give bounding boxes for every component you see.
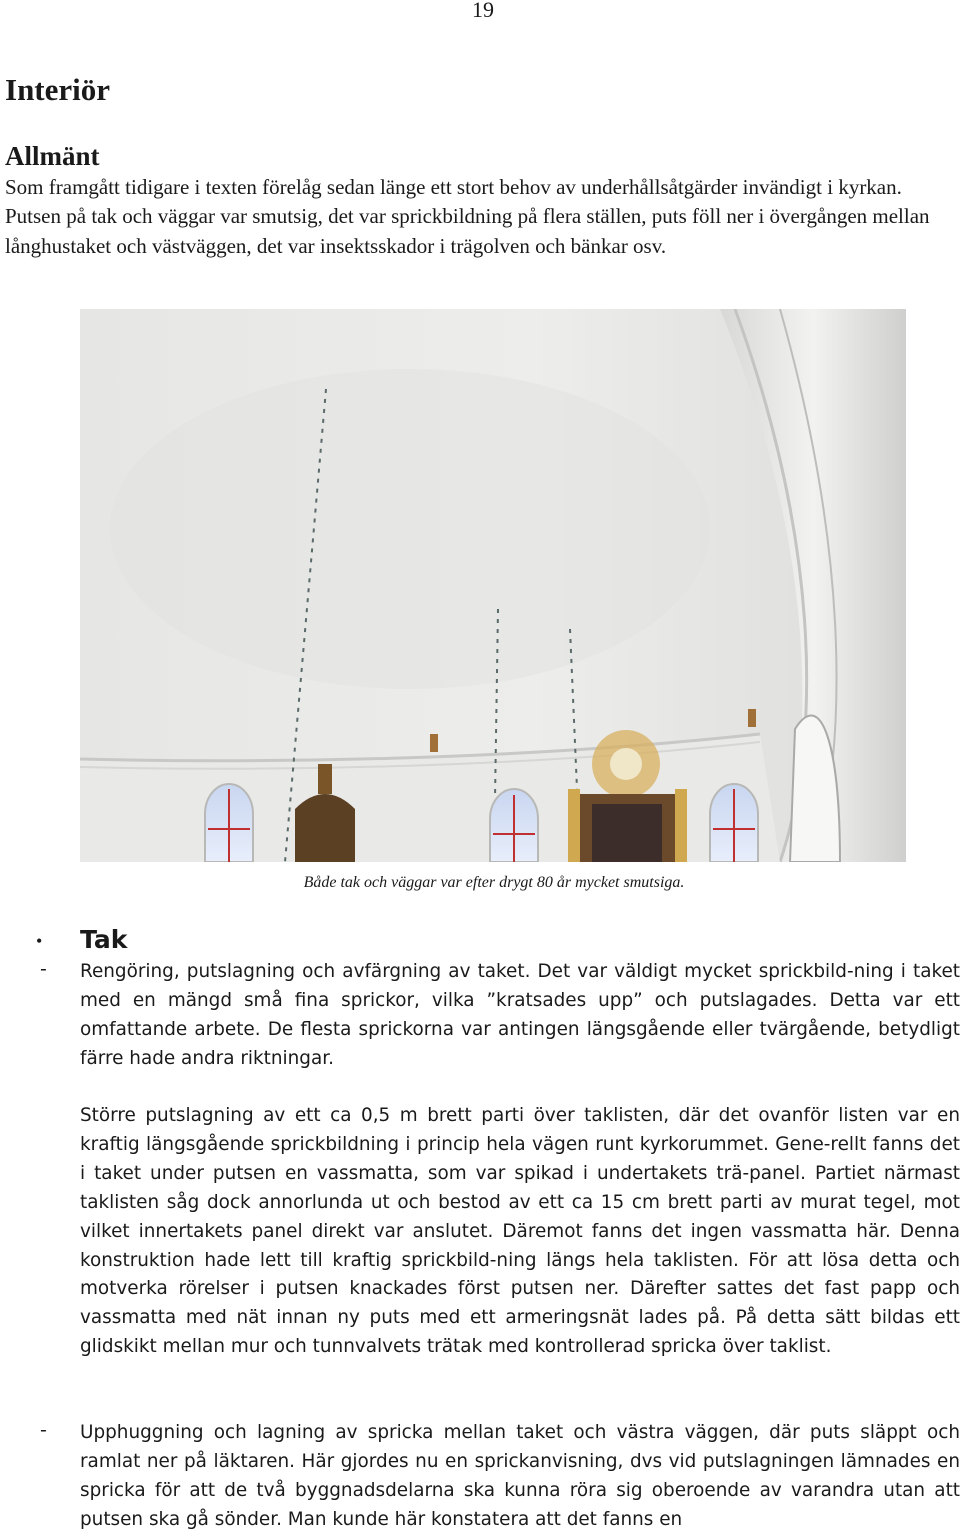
list-dash: - <box>40 1419 47 1441</box>
tak-item-2: Upphuggning och lagning av spricka mellan taket och västra väggen, där puts släppt och ramlat ner på läktaren. Här gjordes nu en sprickanvisning, dvs vid putslagningen lämnades en spricka för att de två byggnadsdelarna ska kunna röra sig oberoende av varandra utan att putsen ska gå sönder. Man kunde här konstatera att det fanns en <box>80 1422 960 1530</box>
intro-paragraph: Som framgått tidigare i texten förelåg sedan länge ett stort behov av underhållsåtgärder invändigt i kyrkan. Putsen på tak och väggar var smutsig, det var sprickbildning på flera ställen, puts föll ner i övergången mellan långhustaket och västväggen, det var insektsskador i trägolven och bänkar osv. <box>5 175 930 258</box>
list-dash: - <box>40 958 47 980</box>
photo-caption: Både tak och väggar var efter drygt 80 år mycket smutsiga. <box>303 874 685 891</box>
bullet-icon: • <box>36 931 43 951</box>
church-interior-photo <box>80 309 906 862</box>
section-heading-allmant: Allmänt <box>5 141 100 171</box>
tak-paragraph-2: Större putslagning av ett ca 0,5 m brett parti över taklisten, där det ovanför listen var en kraftig längsgående sprickbildning i princip hela vägen runt kyrkorummet. Gene-rellt fanns det i taket under putsen en vassmatta, som var spikad i undertakets trä-panel. Partiet närmast taklisten såg dock annorlunda ut och bestod av ett ca 15 cm brett parti av murat tegel, mot vilket innertakets panel direkt var anslutet. Däremot fanns det ingen vassmatta här. Denna konstruktion hade lett till kraftig sprickbild-ning längs hela taklisten. För att lösa detta och motverka rörelser i putsen knackades först putsen ner. Därefter sattes det fast papp och vassmatta med nät innan ny puts med ett armeringsnät lades på. På detta sätt bildas ett glidskikt mellan mur och tunnvalvets trätak med kontrollerad spricka över taklist. <box>80 1105 960 1358</box>
page-title: Interiör <box>5 72 111 107</box>
section-heading-tak: Tak <box>80 925 128 954</box>
page-number: 19 <box>472 0 494 22</box>
tak-item-1: Rengöring, putslagning och avfärgning av taket. Det var väldigt mycket sprickbild-ning i taket med en mängd små fina sprickor, vilka ”kratsades upp” och putslagades. Detta var ett omfattande arbete. De flesta sprickorna var antingen längsgående eller tvärgående, betydligt färre hade andra riktningar. <box>80 961 960 1069</box>
